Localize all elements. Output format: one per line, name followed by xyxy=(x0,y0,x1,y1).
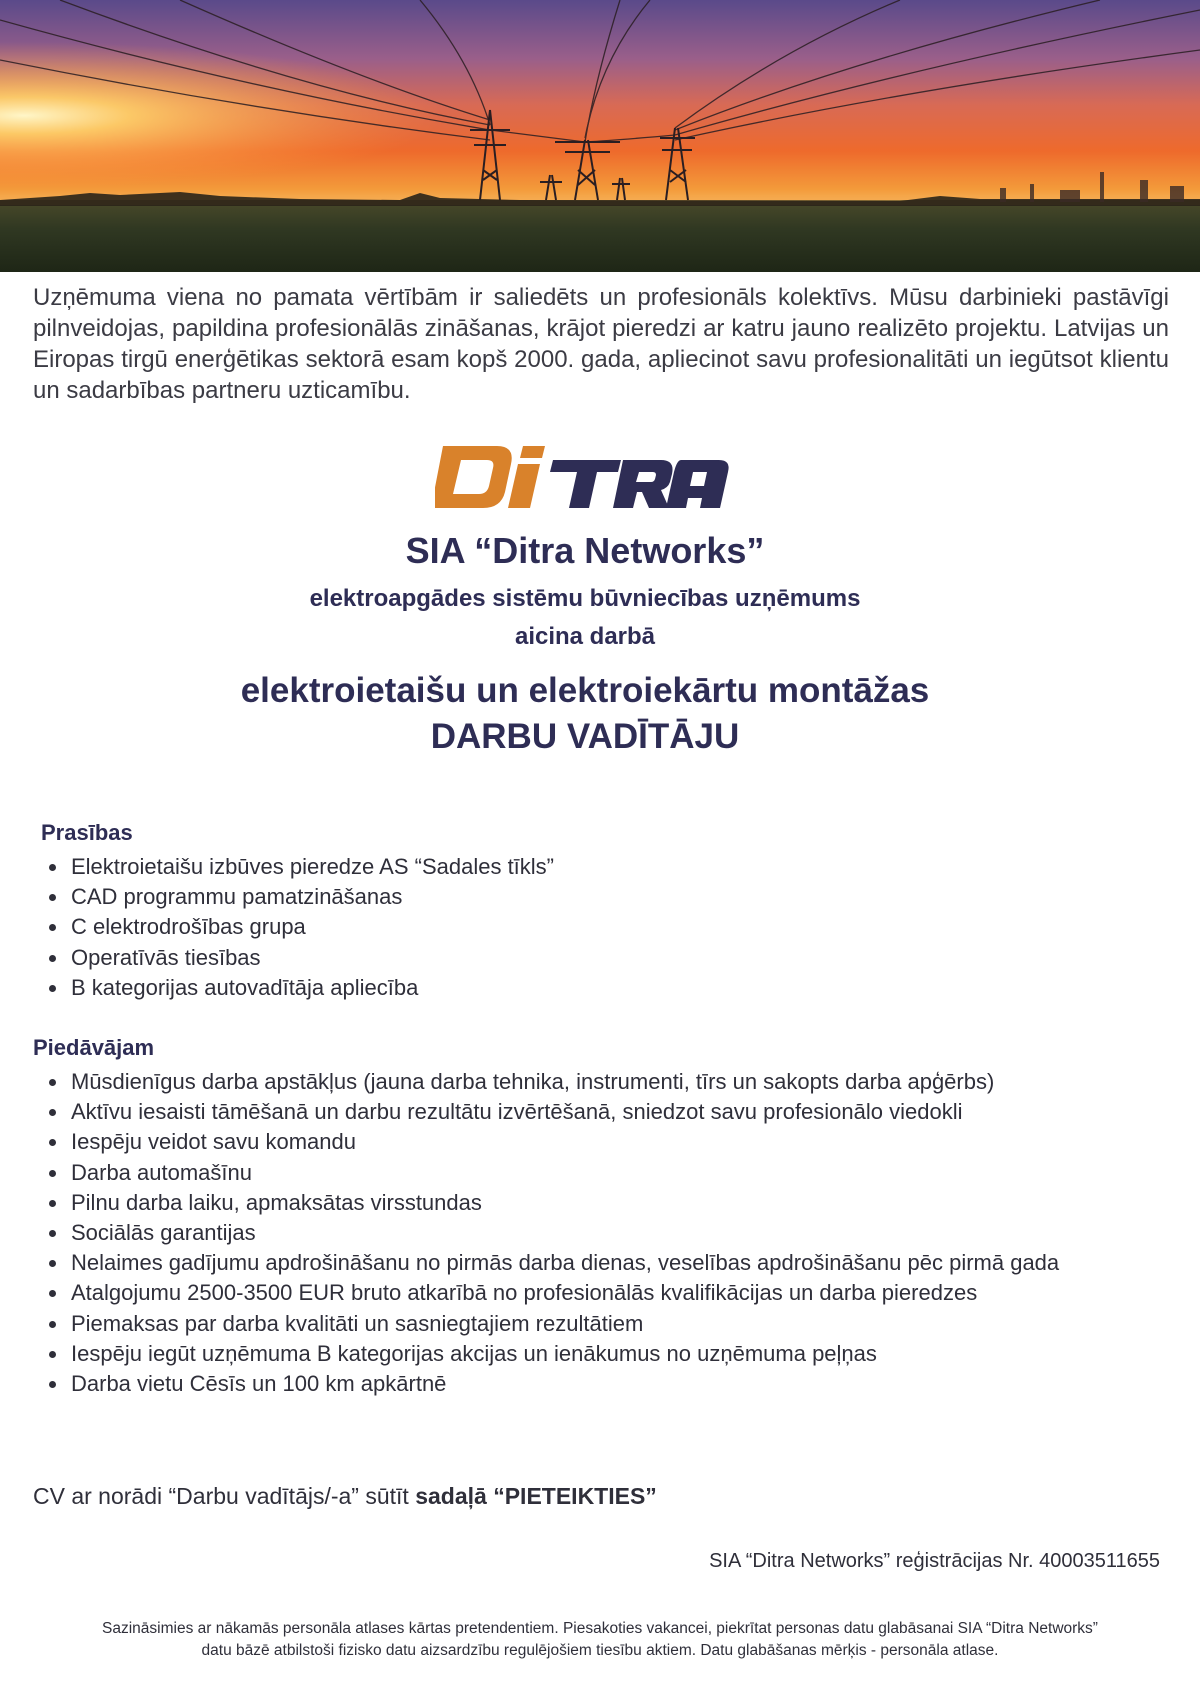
list-item: • Sociālās garantijas xyxy=(69,1218,1059,1248)
apply-section-link[interactable]: sadaļā “PIETEIKTIES” xyxy=(415,1483,657,1509)
requirements-list xyxy=(33,852,554,1003)
position-title-line2: DARBU VADĪTĀJU xyxy=(430,717,740,756)
privacy-footer xyxy=(30,1618,1170,1662)
sunset-power-lines-image xyxy=(0,0,1200,272)
list-item: • Aktīvu iesaisti tāmēšanā un darbu rezultātu izvērtēšanā, sniedzot savu profesionālo viedokli xyxy=(69,1097,1059,1127)
list-item: • B kategorijas autovadītāja apliecība xyxy=(69,973,554,1003)
hero-image xyxy=(0,0,1200,272)
offer-list xyxy=(33,1067,1059,1399)
list-item: • Darba vietu Cēsīs un 100 km apkārtnē xyxy=(69,1369,1059,1399)
company-description: elektroapgādes sistēmu būvniecības uzņēmums xyxy=(309,585,861,612)
privacy-footer-line1: Sazināsimies ar nākamās personāla atlases kārtas pretendentiem. Piesakoties vakancei, piekrītat personas datu glabāsanai SIA “Ditra Networks” xyxy=(102,1620,1098,1637)
list-item: • Nelaimes gadījumu apdrošināšanu no pirmās darba dienas, veselības apdrošināšanu pēc pirmā gada xyxy=(69,1248,1059,1278)
list-item: • C elektrodrošības grupa xyxy=(69,912,554,942)
ditra-logo xyxy=(435,438,735,514)
offer-heading: Piedāvājam xyxy=(33,1035,155,1060)
company-name: SIA “Ditra Networks” xyxy=(405,530,765,571)
list-item: • Atalgojumu 2500-3500 EUR bruto atkarībā no profesionālās kvalifikācijas un darba pieredzes xyxy=(69,1278,1059,1308)
company-description-block xyxy=(0,580,1170,656)
requirements-heading: Prasības xyxy=(41,820,133,845)
registration-number: SIA “Ditra Networks” reģistrācijas Nr. 40003511655 xyxy=(709,1550,1160,1572)
position-title xyxy=(0,668,1170,760)
cv-instruction-text: CV ar norādi “Darbu vadītājs/-a” sūtīt xyxy=(33,1483,416,1509)
intro-paragraph: Uzņēmuma viena no pamata vērtībām ir saliedēts un profesionāls kolektīvs. Mūsu darbinieki pastāvīgi pilnveidojas, papildina profesionālās zināšanas, krājot pieredzi ar katru jauno realizēto projektu. Latvijas un Eiropas tirgū enerģētikas sektorā esam kopš 2000. gada, apliecinot savu profesionalitāti un iegūtsot klientu un sadarbības partneru uzticamību. xyxy=(33,284,1169,404)
list-item: • Pilnu darba laiku, apmaksātas virsstundas xyxy=(69,1188,1059,1218)
position-title-line1: elektroietaišu un elektroiekārtu montāžas xyxy=(240,671,930,710)
invite-text: aicina darbā xyxy=(514,623,656,650)
list-item: • Iespēju iegūt uzņēmuma B kategorijas akcijas un ienākumus no uzņēmuma peļņas xyxy=(69,1339,1059,1369)
list-item: • Iespēju veidot savu komandu xyxy=(69,1127,1059,1157)
ditra-logo-graphic xyxy=(435,438,735,514)
list-item: • Elektroietaišu izbūves pieredze AS “Sadales tīkls” xyxy=(69,852,554,882)
privacy-footer-line2: datu bāzē atbilstoši fizisko datu aizsardzību regulējošiem tiesību aktiem. Datu glabāšanas mērķis - personāla atlase. xyxy=(201,1642,999,1659)
cv-instruction xyxy=(33,1483,657,1510)
list-item: • Mūsdienīgus darba apstākļus (jauna darba tehnika, instrumenti, tīrs un sakopts darba apģērbs) xyxy=(69,1067,1059,1097)
list-item: • CAD programmu pamatzināšanas xyxy=(69,882,554,912)
list-item: • Piemaksas par darba kvalitāti un sasniegtajiem rezultātiem xyxy=(69,1309,1059,1339)
list-item: • Darba automašīnu xyxy=(69,1158,1059,1188)
list-item: • Operatīvās tiesības xyxy=(69,943,554,973)
